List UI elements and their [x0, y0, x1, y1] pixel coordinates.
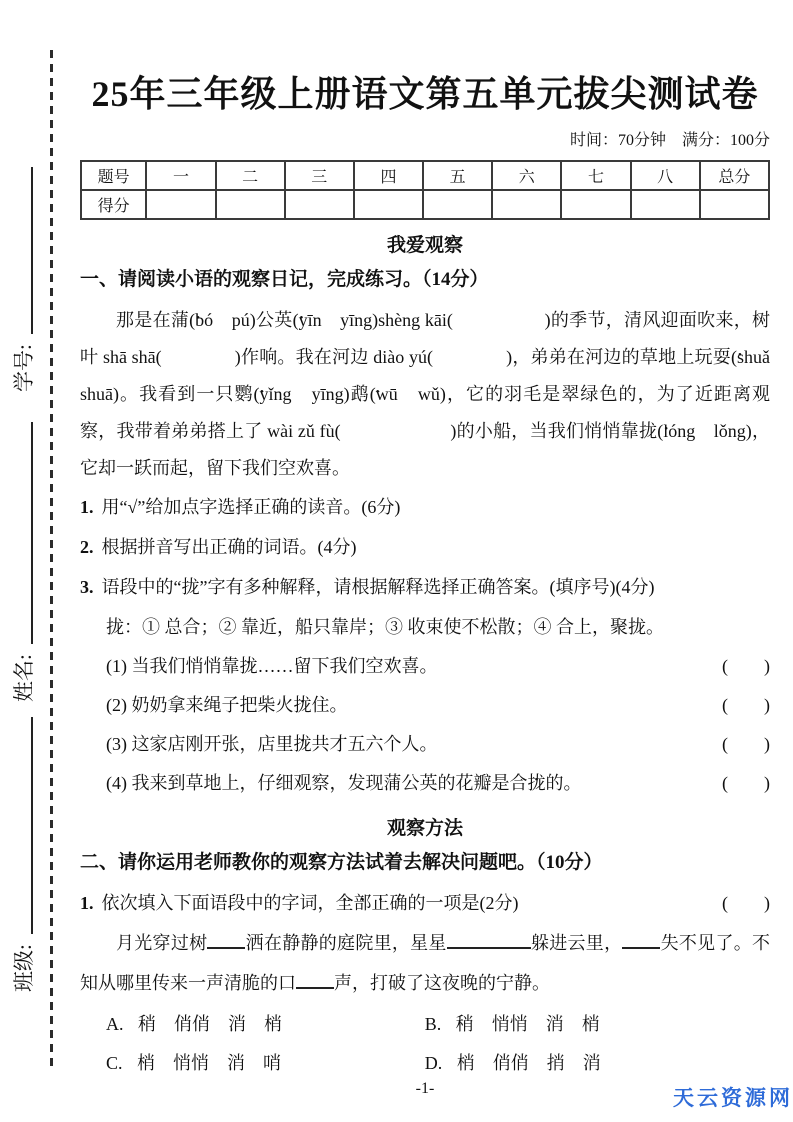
answer-blank: [296, 971, 334, 989]
answer-blank: [622, 931, 660, 949]
part1-question-1: [80, 487, 770, 527]
score-table-header-row: [81, 161, 769, 190]
page-number: -1-: [415, 1080, 435, 1097]
option-label: A.: [106, 1014, 124, 1034]
score-empty-cell: [146, 190, 215, 219]
answer-blank: [207, 931, 245, 949]
part2-question-1: [80, 883, 770, 923]
score-empty-cell: [700, 190, 769, 219]
dotted-character: 英 •: [274, 310, 292, 330]
part1-question-3: [80, 567, 770, 607]
part1-q3-item-1: [80, 647, 770, 686]
score-empty-cell: [561, 190, 630, 219]
answer-bracket: ( ): [722, 773, 770, 793]
part1-q3-item-2: [80, 686, 770, 725]
score-table-cell: 总分: [700, 161, 769, 190]
score-table-cell-label: 题号: [81, 161, 146, 190]
score-table-cell: 二: [216, 161, 285, 190]
score-table-cell: 三: [285, 161, 354, 190]
option-label: C.: [106, 1053, 123, 1073]
question-text: 语段中的“拢”字有多种解释，请根据解释选择正确答案。(填序号)(4分): [101, 577, 655, 597]
question-number: 1.: [80, 893, 94, 913]
question-text: 根据拼音写出正确的词语。(4分): [101, 537, 357, 557]
item-number: (1): [106, 656, 127, 676]
score-table-cell: 一: [146, 161, 215, 190]
option-label: D.: [424, 1053, 443, 1073]
dotted-character: 鹦 •: [234, 384, 253, 404]
score-row-label: 得分: [81, 190, 146, 219]
part1-heading: 一、请阅读小语的观察日记，完成练习。（14分）: [80, 269, 489, 290]
score-empty-cell: [354, 190, 423, 219]
reading-passage: 那是在蒲 •(bó pú)公英 •(yīn yīng)shèng kāi( )的季节，清风迎面吹来，树叶 shā shā( )作响。我在河边 diào yú( )，弟弟在河边的草地上玩耍 •(shuǎ shuā)。我看到一只鹦 •(yǐng yīng)鹉 •(wū wǔ)，它的羽毛是翠绿色的，为了近距离观察，我带着弟弟搭上了 wài zǔ fù( )的小船，当我们悄悄靠拢 •(lóng lǒng)，它却一跃而起，留下我们空欢喜。: [80, 302, 770, 487]
sidebar-field-class: [8, 717, 38, 992]
answer-bracket: ( ): [722, 893, 770, 913]
dotted-character: 耍 •: [713, 347, 731, 367]
option-d: [425, 1044, 770, 1083]
dotted-character: 拢 •: [294, 734, 312, 754]
item-text: 这家店刚开张，店里拢 •共才五六个人。: [132, 725, 438, 764]
part1-question-2: [80, 527, 770, 567]
question-text: 用“√”给加点字选择正确的读音。(6分): [101, 497, 401, 517]
section-title-part1: 我爱观察: [386, 235, 463, 256]
page-title: 25年三年级上册语文第五单元拔尖测试卷: [91, 74, 759, 114]
score-table: [80, 160, 770, 220]
score-empty-cell: [631, 190, 700, 219]
score-empty-cell: [285, 190, 354, 219]
score-table-cell: 七: [561, 161, 630, 190]
item-number: (2): [106, 695, 127, 715]
item-number: (3): [106, 734, 127, 754]
dotted-character: 全 •: [336, 893, 354, 913]
exam-time-score-meta: 时间：70分钟 满分：100分: [569, 132, 770, 149]
paper-main-column: [80, 0, 789, 1083]
student-number-label: 学号:: [12, 344, 36, 392]
item-text: 我来到草地上，仔细观察，发现蒲公英的花瓣是合拢 •的。: [132, 764, 582, 803]
dotted-character: 正 •: [372, 893, 390, 913]
question-text: 依次填入下面语段中的字词，全 •部 •正 •确 •的一项是(2分): [102, 883, 519, 923]
watermark: 天云资源网: [673, 1087, 793, 1110]
name-write-line: [29, 422, 33, 644]
dotted-character: 拢 •: [528, 773, 546, 793]
question-number: 3.: [80, 577, 94, 597]
dotted-character: 蒲 •: [171, 310, 189, 330]
dotted-character: 拢 •: [639, 421, 657, 441]
part1-q3-item-3: [80, 725, 770, 764]
score-table-cell: 五: [423, 161, 492, 190]
class-label: 班级:: [12, 944, 36, 992]
score-empty-cell: [492, 190, 561, 219]
item-text: 奶奶拿来绳子把柴火拢 •住。: [132, 686, 348, 725]
dotted-character: 部 •: [354, 893, 372, 913]
item-number: (4): [106, 773, 127, 793]
option-c: [106, 1044, 425, 1083]
option-b: [425, 1005, 770, 1044]
student-number-write-line: [29, 167, 33, 334]
dotted-character: 确 •: [390, 893, 408, 913]
choice-options: [80, 1005, 770, 1083]
score-empty-cell: [423, 190, 492, 219]
dotted-character: 鹉 •: [350, 384, 370, 404]
class-write-line: [29, 717, 33, 934]
dotted-character: 拢 •: [240, 656, 258, 676]
part1-q3-item-4: [80, 764, 770, 803]
part2-heading: 二、请你运用老师教你的观察方法试着去解决问题吧。（10分）: [80, 852, 603, 873]
answer-bracket: ( ): [722, 656, 770, 676]
answer-bracket: ( ): [722, 695, 770, 715]
cloze-passage: 月光穿过树 洒在静静的庭院里，星星 躲进云里， 失不见了。不知从哪里传来一声清脆的口 声，打破了这夜晚的宁静。: [80, 933, 771, 993]
answer-blank: [447, 931, 531, 949]
sidebar-field-student-number: [8, 167, 38, 392]
name-label: 姓名:: [12, 654, 36, 702]
part1-question-3-definitions: 拢：① 总合；② 靠近，船只靠岸；③ 收束使不松散；④ 合上，聚拢。: [106, 617, 664, 637]
option-label: B.: [424, 1014, 442, 1034]
score-table-cell: 六: [492, 161, 561, 190]
dotted-character: 拢 •: [294, 695, 312, 715]
question-number: 2.: [80, 537, 94, 557]
item-text: 当我们悄悄靠拢 •……留下我们空欢喜。: [132, 647, 438, 686]
option-text: 梢 俏俏 捎 消: [456, 1053, 601, 1073]
question-number: 1.: [80, 497, 94, 517]
binding-dashed-line: [50, 50, 53, 1070]
score-table-cell: 四: [354, 161, 423, 190]
answer-bracket: ( ): [722, 734, 770, 754]
option-text: 梢 悄悄 消 哨: [137, 1053, 282, 1073]
score-table-cell: 八: [631, 161, 700, 190]
option-a: [106, 1005, 425, 1044]
score-empty-cell: [216, 190, 285, 219]
sidebar-field-name: [8, 422, 38, 702]
score-table-score-row: [81, 190, 769, 219]
section-title-part2: 观察方法: [386, 818, 463, 839]
option-text: 稍 俏俏 消 梢: [138, 1014, 282, 1034]
option-text: 稍 悄悄 消 梢: [455, 1014, 600, 1034]
